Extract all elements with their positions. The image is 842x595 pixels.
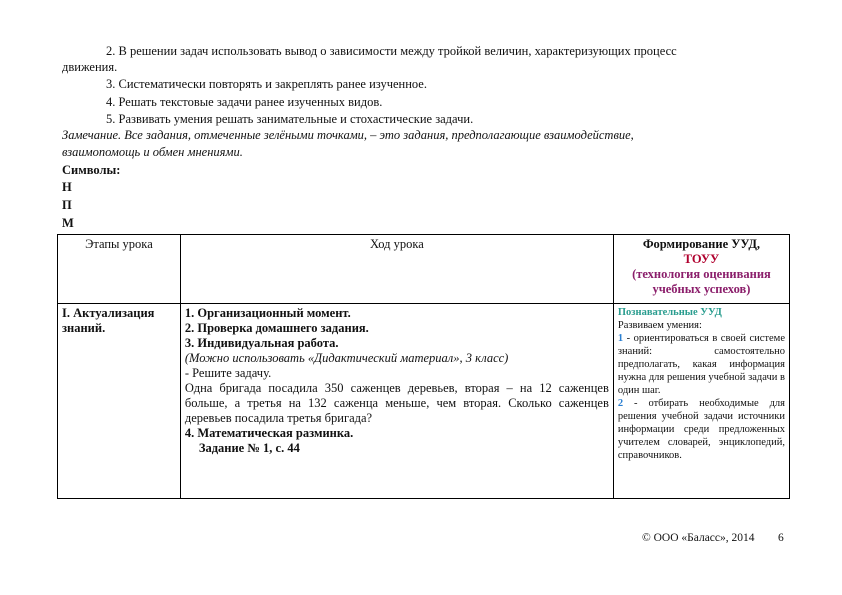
- step-4-task: Задание № 1, с. 44: [198, 441, 300, 455]
- header-uud: [613, 235, 789, 304]
- goal-item-2: 2. В решении задач использовать вывод о зависимости между тройкой величин, характеризующих процесс: [106, 44, 677, 58]
- header-stages: Этапы урока: [58, 235, 181, 304]
- header-uud-title: Формирование УУД,: [642, 237, 761, 251]
- skill-1-number: 1: [617, 333, 624, 344]
- symbol-p: П: [62, 198, 72, 212]
- skill-1-text: - ориентироваться в своей системе знаний: самостоятельно предполагать, какая информация нужна для решения учебной задачи в один шаг.: [617, 333, 785, 396]
- goal-item-4: 4. Решать текстовые задачи ранее изученных видов.: [106, 95, 383, 109]
- lesson-plan-table: [57, 234, 790, 499]
- goal-item-5: 5. Развивать умения решать занимательные и стохастические задачи.: [106, 112, 474, 126]
- table-row: [58, 304, 790, 499]
- skill-2-number: 2: [617, 398, 624, 409]
- step-1: 1. Организационный момент.: [184, 306, 351, 320]
- progress-cell: [180, 304, 613, 499]
- step-3: 3. Индивидуальная работа.: [184, 336, 339, 350]
- table-header-row: [58, 235, 790, 304]
- goal-item-3: 3. Систематически повторять и закреплять ранее изученное.: [106, 77, 427, 91]
- skill-2-text: - отбирать необходимые для решения учебной задачи источники информации среди предложенных учителем словарей, энциклопедий, справочников.: [617, 398, 785, 461]
- task-text: Одна бригада посадила 350 саженцев деревьев, вторая – на 12 саженцев больше, а третья на 132 саженца меньше, чем вторая. Сколько саженцев деревьев посадила третья бригада?: [184, 381, 609, 425]
- stage-title: I. Актуализация знаний.: [62, 306, 155, 335]
- remark-line-2: взаимопомощь и обмен мнениями.: [62, 145, 243, 159]
- header-progress: Ход урока: [180, 235, 613, 304]
- task-intro: - Решите задачу.: [184, 366, 272, 380]
- stage-cell: [58, 304, 181, 499]
- skill-1: [618, 332, 785, 397]
- page-number: 6: [778, 532, 784, 544]
- uud-intro: Развиваем умения:: [617, 320, 702, 331]
- symbols-label: Символы:: [62, 163, 121, 177]
- header-touu-full: (технология оценивания учебных успехов): [632, 267, 771, 296]
- uud-type: Познавательные УУД: [617, 307, 722, 318]
- step-3-note: (Можно использовать «Дидактический материал», 3 класс): [184, 351, 509, 365]
- skill-2: [618, 397, 785, 462]
- symbol-m: М: [62, 216, 74, 230]
- remark-line-1: Замечание. Все задания, отмеченные зелёными точками, – это задания, предполагающие взаимодействие,: [62, 128, 634, 142]
- step-4: 4. Математическая разминка.: [184, 426, 354, 440]
- symbol-n: Н: [62, 180, 72, 194]
- copyright-footer: © ООО «Баласс», 2014: [642, 532, 755, 544]
- step-2: 2. Проверка домашнего задания.: [184, 321, 369, 335]
- uud-cell: [613, 304, 789, 499]
- goal-item-2-cont: движения.: [62, 60, 118, 74]
- header-touu: ТОУУ: [683, 252, 720, 266]
